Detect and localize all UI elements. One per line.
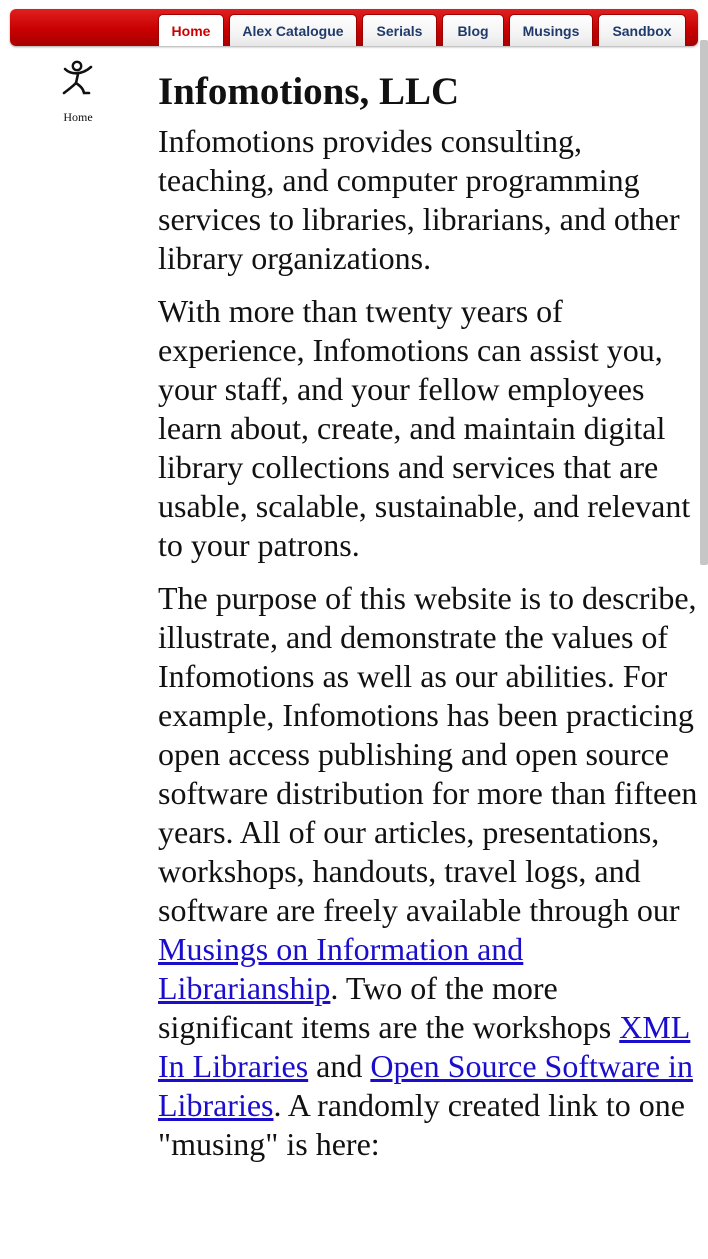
tab-blog[interactable]: Blog — [442, 14, 504, 46]
tab-alex-catalogue[interactable]: Alex Catalogue — [229, 14, 357, 46]
experience-paragraph: With more than twenty years of experience, Infomotions can assist you, your staff, and your fellow employees learn about, create, and maintain digital library collections and services that are usable, scalable, sustainable, and relevant to your patrons. — [158, 293, 691, 563]
stick-figure-icon — [60, 60, 96, 96]
tab-serials[interactable]: Serials — [362, 14, 437, 46]
purpose-text-4: . A randomly created link to one "musing" is here: — [158, 1087, 685, 1162]
tab-musings[interactable]: Musings — [509, 14, 593, 46]
intro-paragraph: Infomotions provides consulting, teaching, and computer programming services to libraries, librarians, and other library organizations. — [158, 123, 680, 276]
tab-sandbox[interactable]: Sandbox — [598, 14, 686, 46]
open-source-software-link[interactable]: Open Source Software in Libraries — [158, 1048, 693, 1123]
musings-link[interactable]: Musings on Information and Librarianship — [158, 931, 524, 1006]
logo-label: Home — [63, 110, 93, 124]
xml-in-libraries-link[interactable]: XML In Libraries — [158, 1009, 691, 1084]
home-logo-link[interactable] — [48, 60, 108, 125]
purpose-text-1: The purpose of this website is to describe, illustrate, and demonstrate the values of Infomotions as well as our abilities. For example, Infomotions has been practicing open access publishing and open source software distribution for more than fifteen years. All of our articles, presentations, workshops, handouts, travel logs, and software are freely available through our — [158, 580, 698, 928]
purpose-text-2: . Two of the more significant items are the workshops — [158, 970, 620, 1045]
purpose-paragraph — [158, 579, 700, 1164]
scrollbar[interactable] — [700, 40, 708, 565]
page-title: Infomotions, LLC — [158, 70, 460, 113]
purpose-text-3: and — [308, 1048, 371, 1084]
main-content — [158, 68, 700, 1178]
nav-tabs — [158, 14, 686, 46]
tab-home[interactable]: Home — [158, 14, 224, 46]
